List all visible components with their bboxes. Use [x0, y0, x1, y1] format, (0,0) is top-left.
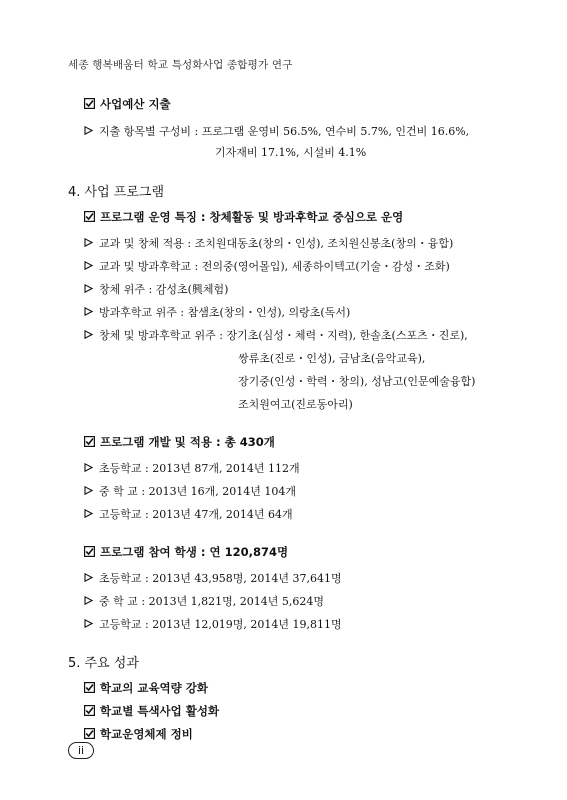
participation-item [84, 570, 342, 586]
budget-line-2: 기자재비 17.1%, 시설비 4.1% [215, 146, 367, 159]
operation-continuation: 쌍류초(진로・인성), 금남초(음악교육), [238, 352, 426, 365]
participation-heading [84, 544, 288, 560]
operation-item-text: 교과 및 창체 적용 : 조치원대동초(창의・인성), 조치원신봉초(창의・융합) [99, 237, 454, 250]
triangle-bullet-icon [84, 509, 93, 518]
budget-heading-text: 사업예산 지출 [100, 97, 171, 111]
operation-heading-text: 프로그램 운영 특징 : 창체활동 및 방과후학교 중심으로 운영 [100, 210, 404, 224]
development-item [84, 506, 293, 522]
budget-line-1-text: 지출 항목별 구성비 : 프로그램 운영비 56.5%, 연수비 5.7%, 인건비 16.6%, [99, 125, 470, 138]
checkbox-square-icon [84, 705, 95, 716]
outcome-item-text: 학교운영체제 정비 [100, 727, 193, 741]
operation-continuation: 장기중(인성・학력・창의), 성남고(인문예술융합) [238, 375, 476, 388]
checkbox-square-icon [84, 728, 95, 739]
operation-item [84, 281, 228, 297]
page-number: ii [68, 742, 94, 759]
triangle-bullet-icon [84, 486, 93, 495]
checkbox-square-icon [84, 546, 95, 557]
operation-item-text: 방과후학교 위주 : 참샘초(창의・인성), 의랑초(독서) [99, 306, 351, 319]
checkbox-square-icon [84, 682, 95, 693]
operation-item [84, 304, 350, 320]
triangle-bullet-icon [84, 261, 93, 270]
triangle-bullet-icon [84, 573, 93, 582]
outcome-item-text: 학교별 특색사업 활성화 [100, 704, 220, 718]
development-item-text: 중 학 교 : 2013년 16개, 2014년 104개 [99, 485, 297, 498]
checkbox-square-icon [84, 436, 95, 447]
development-heading [84, 434, 275, 450]
participation-item-text: 고등학교 : 2013년 12,019명, 2014년 19,811명 [99, 618, 342, 631]
participation-item-text: 초등학교 : 2013년 43,958명, 2014년 37,641명 [99, 572, 342, 585]
development-item-text: 초등학교 : 2013년 87개, 2014년 112개 [99, 462, 300, 475]
participation-item-text: 중 학 교 : 2013년 1,821명, 2014년 5,624명 [99, 595, 325, 608]
development-heading-text: 프로그램 개발 및 적용 : 총 430개 [100, 435, 275, 449]
triangle-bullet-icon [84, 307, 93, 316]
triangle-bullet-icon [84, 330, 93, 339]
section-5-title: 5. 주요 성과 [68, 656, 139, 671]
triangle-bullet-icon [84, 463, 93, 472]
operation-item-text: 창체 위주 : 감성초(興체험) [99, 283, 229, 296]
triangle-bullet-icon [84, 284, 93, 293]
operation-item [84, 235, 453, 251]
outcome-item-text: 학교의 교육역량 강화 [100, 681, 208, 695]
checkbox-square-icon [84, 211, 95, 222]
operation-item-text: 창체 및 방과후학교 위주 : 장기초(심성・체력・지력), 한솔초(스포츠・진로), [99, 329, 468, 342]
outcome-item [84, 726, 193, 742]
budget-heading [84, 96, 171, 112]
operation-item-text: 교과 및 방과후학교 : 전의중(영어몰입), 세종하이텍고(기술・감성・조화) [99, 260, 450, 273]
triangle-bullet-icon [84, 596, 93, 605]
operation-heading [84, 209, 403, 225]
triangle-bullet-icon [84, 619, 93, 628]
checkbox-square-icon [84, 98, 95, 109]
budget-line-1 [84, 123, 469, 139]
section-4-title: 4. 사업 프로그램 [68, 185, 165, 200]
triangle-bullet-icon [84, 238, 93, 247]
development-item-text: 고등학교 : 2013년 47개, 2014년 64개 [99, 508, 293, 521]
participation-item [84, 616, 342, 632]
outcome-item [84, 703, 219, 719]
triangle-bullet-icon [84, 126, 93, 135]
development-item [84, 460, 300, 476]
operation-item [84, 327, 468, 343]
participation-item [84, 593, 324, 609]
running-header: 세종 행복배움터 학교 특성화사업 종합평가 연구 [68, 59, 293, 71]
outcome-item [84, 680, 208, 696]
participation-heading-text: 프로그램 참여 학생 : 연 120,874명 [100, 545, 289, 559]
operation-item [84, 258, 450, 274]
operation-continuation: 조치원여고(진로동아리) [238, 398, 353, 411]
development-item [84, 483, 296, 499]
